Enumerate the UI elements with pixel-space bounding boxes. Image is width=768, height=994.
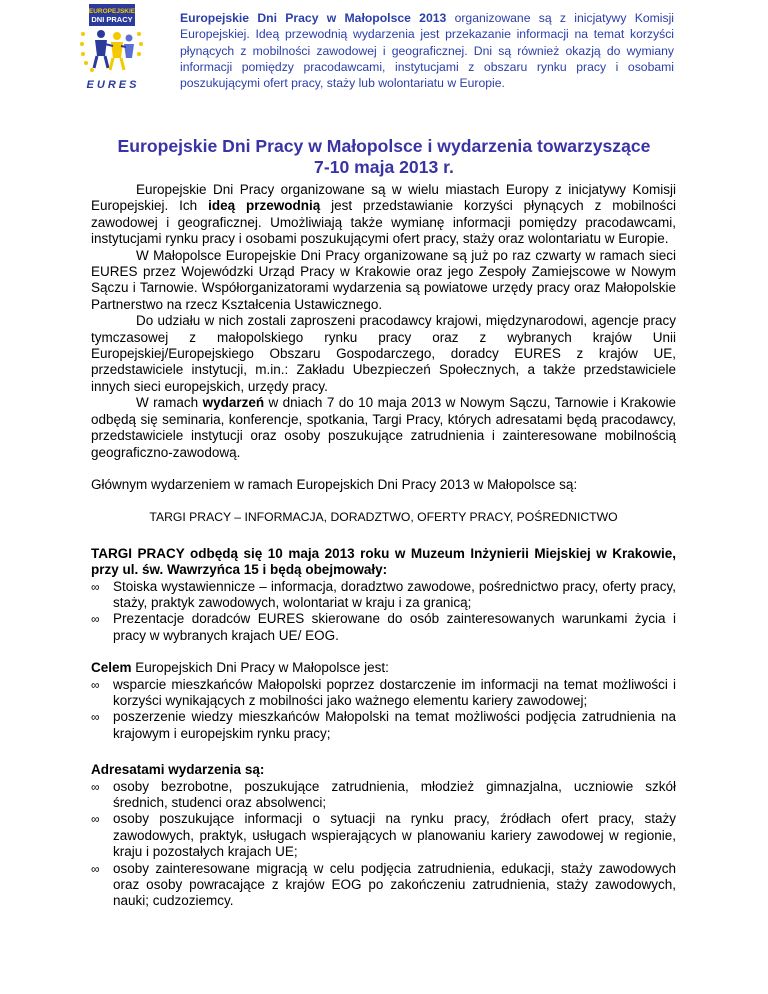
list-item-text: osoby poszukujące informacji o sytuacji na rynku pracy, źródłach ofert pracy, staży zawodowych, praktyk, usługach wspierających w planowaniu kariery zawodowej w regionie, kraju i pozostałych krajach UE; bbox=[113, 811, 676, 860]
list-item-text: Stoiska wystawiennicze – informacja, doradztwo zawodowe, pośrednictwo pracy, oferty pracy, staży, praktyk zawodowych, wolontariat w kraju i za granicą; bbox=[113, 578, 676, 610]
header-intro-rest: organizowane są z inicjatywy Komisji Europejskiej. Ideą przewodnią wydarzenia jest przekazanie informacji na temat korzyści płynących z mobilności zawodowej i geograficznej. Dni są również okazją do wymiany informacji pomiędzy pracodawcami, instytucjami z obszaru rynku pracy i osobami poszukującymi ofert pracy, staży lub wolontariatu w Europie. bbox=[180, 11, 674, 91]
goal-list bbox=[91, 677, 676, 743]
bullet-icon: ∞ bbox=[91, 612, 100, 627]
list-item-text: wsparcie mieszkańców Małopolski poprzez dostarczenie im informacji na temat możliwości i korzyści wynikających z mobilności jako ważnego elementu kariery zawodowej; bbox=[113, 676, 676, 708]
header-intro-bold: Europejskie Dni Pracy w Małopolsce 2013 bbox=[180, 11, 447, 25]
paragraph-1 bbox=[91, 182, 676, 248]
goal-heading bbox=[91, 660, 676, 676]
eures-logo bbox=[77, 4, 149, 92]
audience-list bbox=[91, 779, 676, 910]
logo-line1: EUROPEJSKIE bbox=[88, 8, 136, 15]
goal-bold: Celem bbox=[91, 660, 132, 676]
fair-list bbox=[91, 579, 676, 645]
list-item bbox=[91, 811, 676, 860]
list-item bbox=[91, 579, 676, 612]
document-body bbox=[91, 182, 676, 910]
fair-heading: TARGI PRACY odbędą się 10 maja 2013 roku w Muzeum Inżynierii Miejskiej w Krakowie, przy ul. św. Wawrzyńca 15 i będą obejmowały: bbox=[91, 545, 676, 578]
paragraph-2: W Małopolsce Europejskie Dni Pracy organizowane są już po raz czwarty w ramach sieci EURES przez Wojewódzki Urząd Pracy w Krakowie oraz jego Zespoły Zamiejscowe w Nowym Sączu i Tarnowie. Współorganizatorami wydarzenia są powiatowe urzędy pracy oraz Małopolskie Partnerstwo na rzecz Kształcenia Ustawicznego. bbox=[91, 247, 676, 312]
bullet-icon: ∞ bbox=[91, 812, 100, 827]
bullet-icon: ∞ bbox=[91, 861, 100, 876]
header-intro bbox=[180, 10, 674, 91]
logo-line2: DNI PRACY bbox=[91, 15, 133, 24]
bullet-icon: ∞ bbox=[91, 710, 100, 725]
paragraph-4-bold: wydarzeń bbox=[202, 395, 265, 411]
main-event-line: TARGI PRACY – INFORMACJA, DORADZTWO, OFERTY PRACY, POŚREDNICTWO bbox=[149, 510, 618, 525]
list-item bbox=[91, 779, 676, 812]
paragraph-1-b: jest przedstawianie korzyści płynących z mobilności zawodowej i geograficznej. Umożliwiają także wymianę informacji pomiędzy pracodawcami, instytucjami rynku pracy i osobami poszukującymi ofert pracy, staży oraz wolontariatu w Europie. bbox=[91, 198, 676, 247]
list-item bbox=[91, 861, 676, 910]
paragraph-4-a: W ramach bbox=[136, 395, 203, 411]
people-stars-logo-icon bbox=[77, 4, 149, 92]
paragraph-4 bbox=[91, 395, 676, 461]
page-title bbox=[70, 136, 698, 178]
list-item-text: osoby zainteresowane migracją w celu podjęcia zatrudnienia, edukacji, staży zawodowych oraz osoby powracające z krajów EOG po zakończeniu zatrudnienia, staży zawodowych, nauki; cudzoziemcy. bbox=[113, 860, 676, 909]
list-item-text: poszerzenie wiedzy mieszkańców Małopolski na temat możliwości podjęcia zatrudnienia na krajowym i europejskim rynku pracy; bbox=[113, 709, 676, 741]
paragraph-1-bold: ideą przewodnią bbox=[208, 198, 321, 214]
paragraph-4-b: w dniach 7 do 10 maja 2013 w Nowym Sączu, Tarnowie i Krakowie odbędą się seminaria, konferencje, spotkania, Targi Pracy, których adresatami będą pracodawcy, przedstawiciele instytucji oraz osoby poszukujące zatrudnienia i zainteresowane mobilnością geograficzno-zawodową. bbox=[91, 395, 676, 460]
list-item bbox=[91, 677, 676, 710]
list-item-text: Prezentacje doradców EURES skierowane do osób zainteresowanych warunkami życia i pracy w wybranych krajach UE/ EOG. bbox=[113, 611, 676, 643]
paragraph-1-a: Europejskie Dni Pracy organizowane są w wielu miastach Europy z inicjatywy Komisji Europejskiej. Ich bbox=[91, 182, 676, 214]
title-line2: 7-10 maja 2013 r. bbox=[314, 157, 454, 177]
list-item-text: osoby bezrobotne, poszukujące zatrudnienia, młodzież gimnazjalna, uczniowie szkół średnich, studenci oraz absolwenci; bbox=[113, 778, 676, 810]
goal-rest: Europejskich Dni Pracy w Małopolsce jest: bbox=[131, 660, 389, 676]
list-item bbox=[91, 709, 676, 742]
audience-heading: Adresatami wydarzenia są: bbox=[91, 762, 265, 778]
bullet-icon: ∞ bbox=[91, 677, 100, 692]
logo-people bbox=[94, 30, 134, 70]
title-line1: Europejskie Dni Pracy w Małopolsce i wydarzenia towarzyszące bbox=[117, 136, 651, 156]
logo-brand: EURES bbox=[86, 79, 140, 91]
list-item bbox=[91, 611, 676, 644]
bullet-icon: ∞ bbox=[91, 779, 100, 794]
main-event-intro: Głównym wydarzeniem w ramach Europejskich Dni Pracy 2013 w Małopolsce są: bbox=[91, 476, 578, 492]
bullet-icon: ∞ bbox=[91, 579, 100, 594]
paragraph-3: Do udziału w nich zostali zaproszeni pracodawcy krajowi, międzynarodowi, agencje pracy tymczasowej z małopolskiego rynku pracy oraz z wybranych krajów Unii Europejskiej/Europejskiego Obszaru Gospodarczego, doradcy EURES z krajów UE, przedstawiciele instytucji, m.in.: Zakładu Ubezpieczeń Społecznych, a także przedstawiciele innych sieci europejskich, urzędy pracy. bbox=[91, 313, 676, 394]
